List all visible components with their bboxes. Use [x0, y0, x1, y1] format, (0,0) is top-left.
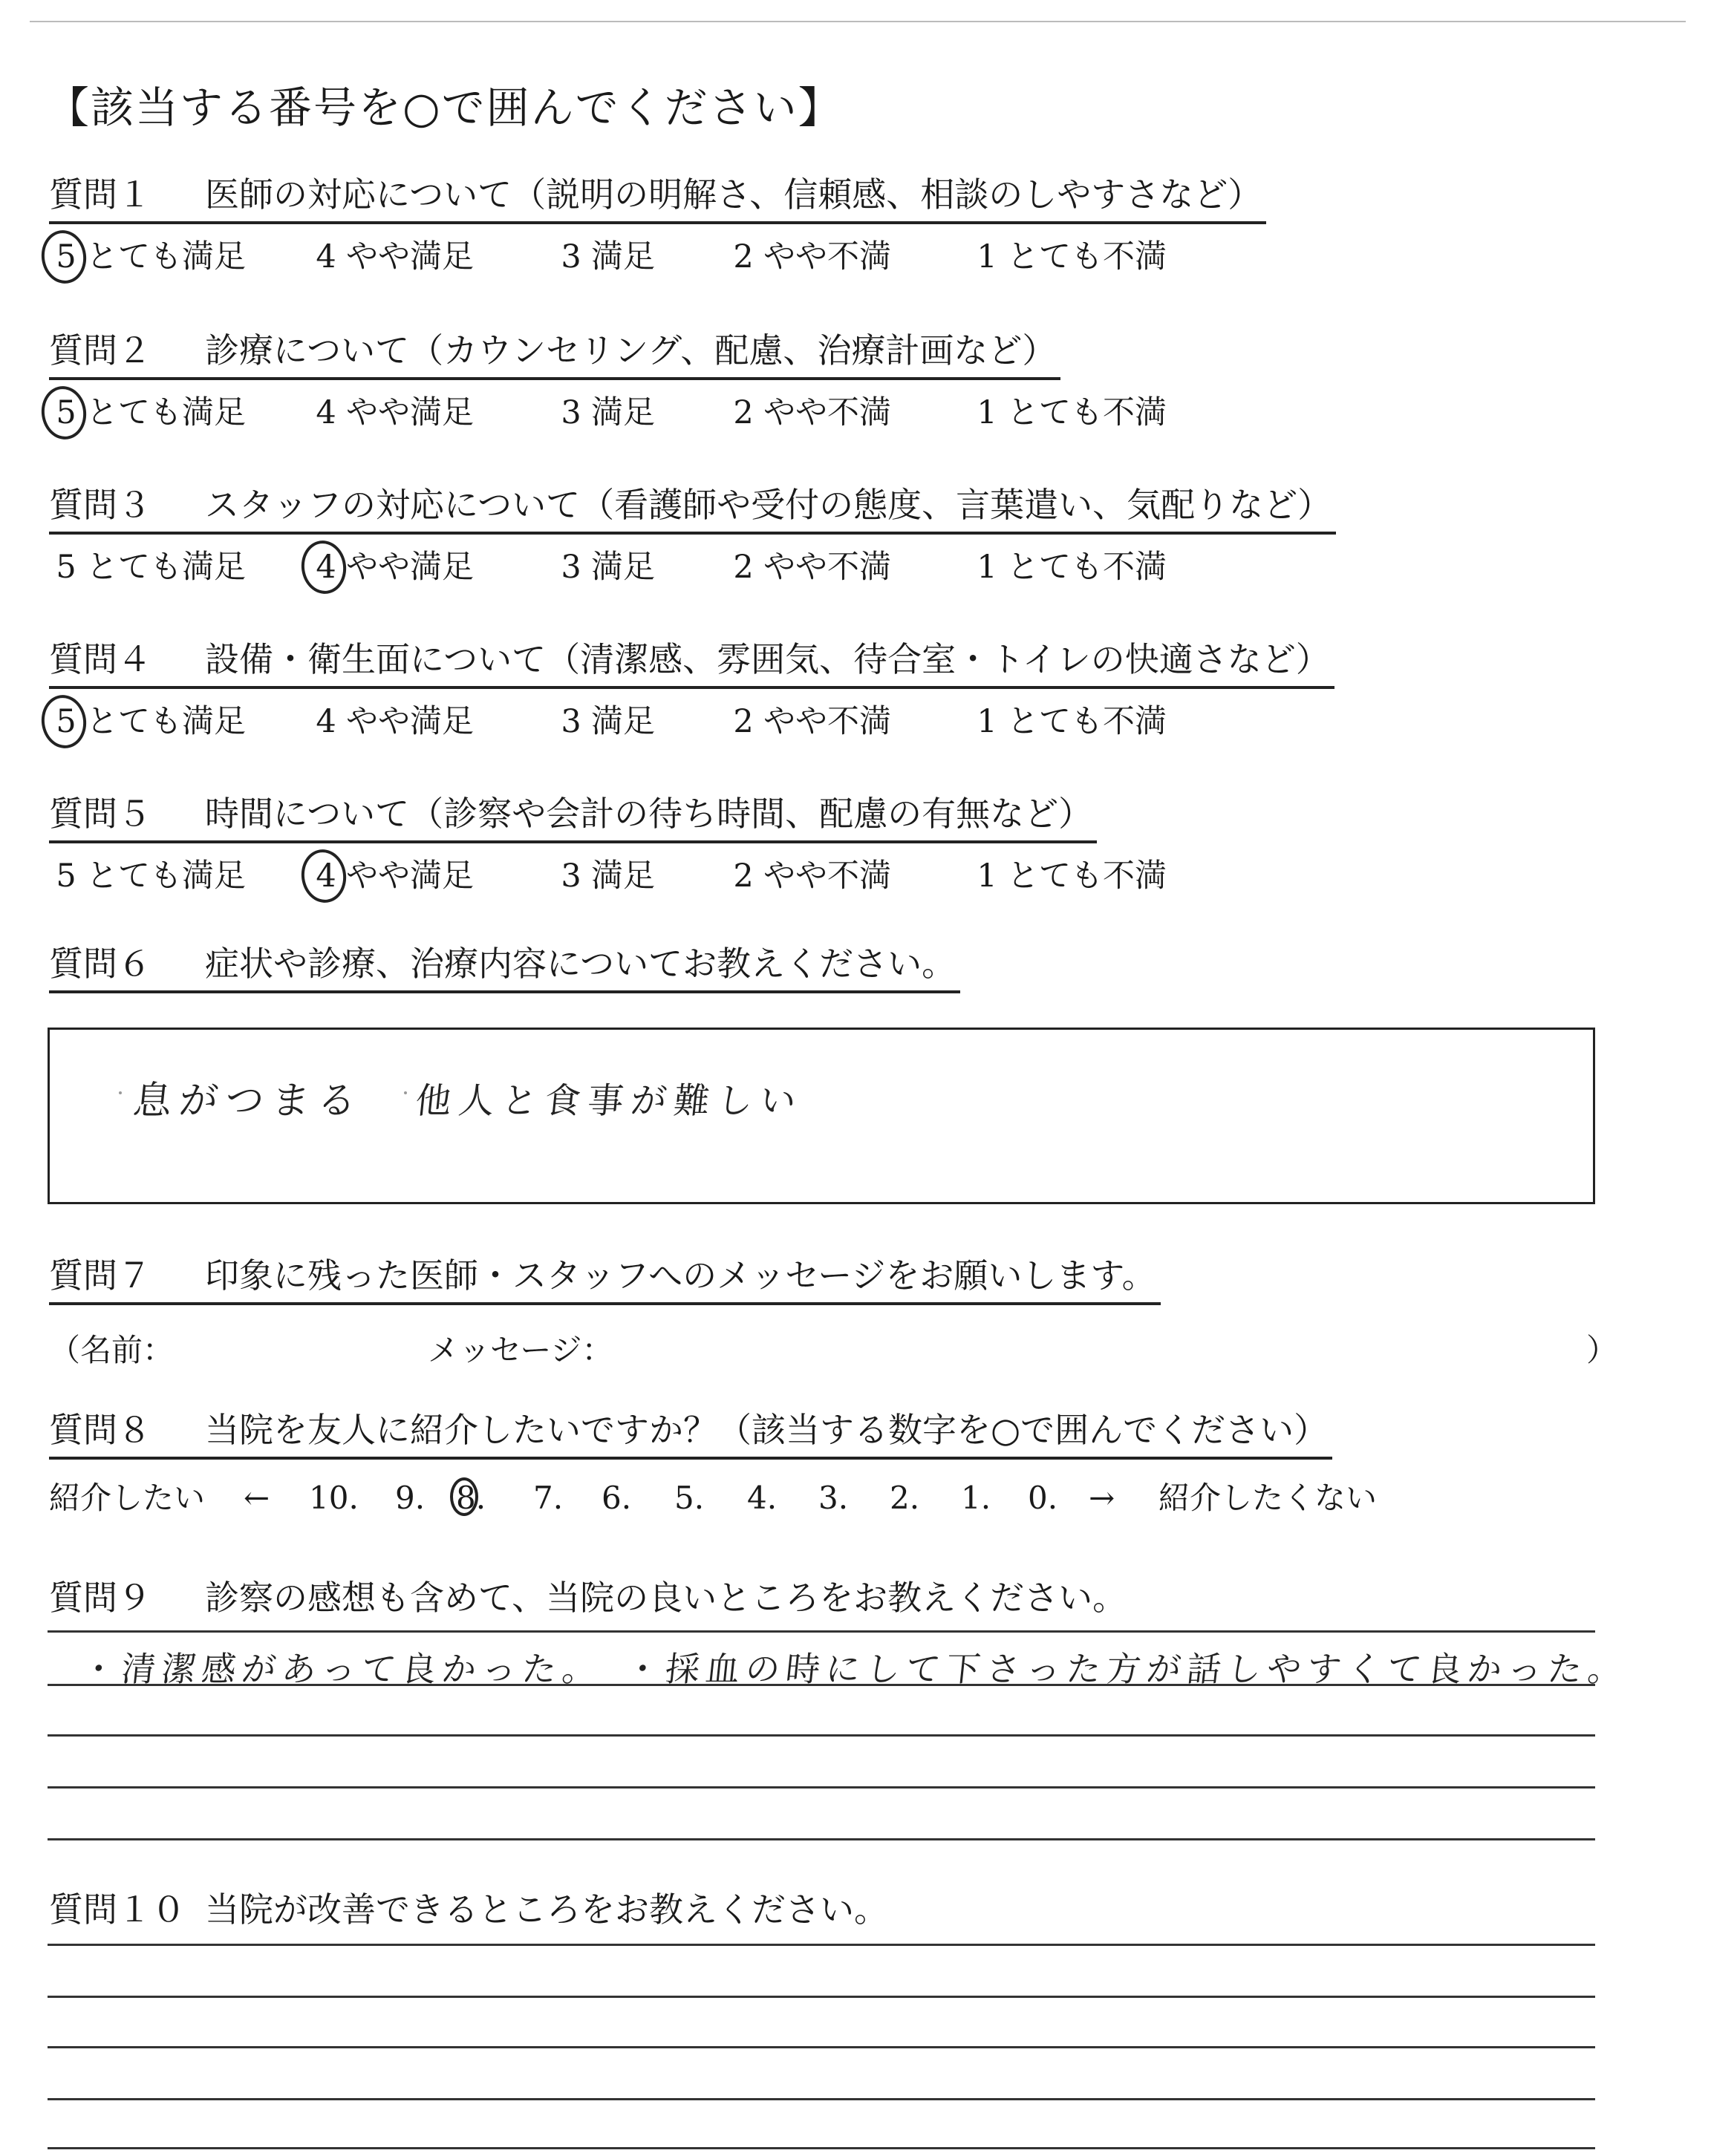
question-2-options [53, 392, 1212, 434]
option-number: 2 [733, 549, 754, 586]
question-1 [49, 174, 1266, 224]
question-2-option-5[interactable] [53, 392, 246, 434]
option-number: 5 [53, 236, 79, 278]
option-number: 1 [977, 703, 997, 740]
question-2-option-3[interactable] [558, 392, 655, 434]
question-7-close-paren: ） [1586, 1332, 1618, 1368]
option-label: とても満足 [86, 703, 246, 740]
option-label: やや満足 [346, 703, 474, 740]
question-10-title [49, 1889, 888, 1930]
option-label: やや満足 [346, 858, 474, 895]
option-number: 2 [733, 703, 754, 740]
question-10-answer-line-1[interactable] [48, 1944, 1595, 1946]
option-label: とても満足 [86, 549, 246, 586]
question-3-option-5[interactable] [53, 546, 246, 588]
option-number: 5 [53, 392, 79, 434]
option-label: とても満足 [86, 858, 246, 895]
option-number: 2 [733, 238, 754, 275]
question-2 [49, 330, 1060, 380]
question-4-option-5[interactable] [53, 701, 246, 742]
question-5-title [49, 793, 1097, 843]
question-1-option-2[interactable] [731, 236, 891, 278]
scan-top-edge [30, 21, 1686, 22]
question-3-text: スタッフの対応について（看護師や受付の態度、言葉遣い、気配りなど） [205, 485, 1332, 525]
question-4-text: 設備・衛生面について（清潔感、雰囲気、待合室・トイレの快適さなど） [205, 639, 1330, 679]
option-label: やや満足 [346, 238, 474, 275]
question-9 [49, 1577, 1127, 1618]
option-label: とても不満 [1007, 394, 1167, 431]
question-8-scale-value[interactable]: 0. [1028, 1480, 1058, 1516]
question-1-text: 医師の対応について（説明の明解さ、信頼感、相談のしやすさなど） [205, 174, 1262, 215]
question-8-right-label: 紹介したくない [1158, 1480, 1378, 1516]
option-number: 3 [561, 394, 581, 431]
question-9-answer-line-3[interactable] [48, 1786, 1595, 1788]
option-number: 1 [977, 238, 997, 275]
question-2-number: 質問２ [49, 330, 151, 370]
question-9-title [49, 1578, 1127, 1618]
option-label: 満足 [591, 394, 655, 431]
question-8-selection-circle [450, 1477, 478, 1516]
question-8-scale-value[interactable]: 4. [747, 1480, 778, 1516]
option-number: 4 [313, 855, 339, 897]
question-5-option-4[interactable] [313, 855, 474, 897]
question-3-option-4[interactable] [313, 546, 474, 588]
question-10-text: 当院が改善できるところをお教えください。 [205, 1889, 888, 1930]
option-number: 3 [561, 703, 581, 740]
option-number: 4 [316, 238, 336, 275]
question-8-scale [49, 1477, 1609, 1519]
option-number: 4 [316, 394, 336, 431]
question-3-number: 質問３ [49, 485, 151, 525]
question-6 [49, 943, 960, 993]
question-1-option-3[interactable] [558, 236, 655, 278]
option-number: 2 [733, 858, 754, 895]
question-8-scale-value[interactable]: 10. [309, 1480, 359, 1516]
question-8-scale-value[interactable]: 7. [533, 1480, 564, 1516]
question-4-option-1[interactable] [974, 701, 1167, 742]
question-5 [49, 793, 1097, 843]
option-number: 4 [316, 703, 336, 740]
question-3-options [53, 546, 1212, 588]
option-label: 満足 [591, 549, 655, 586]
selection-circle [38, 383, 89, 442]
option-number: 1 [977, 394, 997, 431]
question-8-left-label: 紹介したい [49, 1480, 206, 1516]
question-2-title [49, 330, 1060, 380]
option-label: やや満足 [346, 394, 474, 431]
question-3-option-2[interactable] [731, 546, 891, 588]
question-5-text: 時間について（診察や会計の待ち時間、配慮の有無など） [205, 794, 1093, 834]
question-8-right-arrow: → [1089, 1480, 1115, 1516]
question-8-scale-value[interactable]: 8. [456, 1480, 486, 1516]
question-9-handwritten-answer: ・清潔感があって良かった。 ・採血の時にして下さった方が話しやすくて良かった。 [79, 1649, 1631, 1689]
question-8-scale-value[interactable]: 6. [602, 1480, 632, 1516]
question-10-answer-line-3[interactable] [48, 2046, 1595, 2048]
question-5-number: 質問５ [49, 794, 151, 834]
option-label: やや満足 [346, 549, 474, 586]
question-6-handwritten-answer-2: 他人と食事が難しい [413, 1080, 806, 1122]
question-3-option-1[interactable] [974, 546, 1167, 588]
selection-circle [298, 846, 349, 906]
question-2-option-1[interactable] [974, 392, 1167, 434]
question-5-option-5[interactable] [53, 855, 246, 897]
question-1-option-4[interactable] [313, 236, 474, 278]
question-2-text: 診療について（カウンセリング、配慮、治療計画など） [205, 330, 1057, 370]
question-3-title [49, 484, 1336, 535]
option-label: とても不満 [1007, 549, 1167, 586]
question-7-title [49, 1255, 1161, 1305]
option-number: 5 [56, 549, 76, 586]
question-7 [49, 1255, 1161, 1305]
question-4-title [49, 638, 1334, 689]
question-5-option-3[interactable] [558, 855, 655, 897]
option-number: 5 [53, 701, 79, 742]
option-number: 3 [561, 549, 581, 586]
question-8-scale-value[interactable]: 1. [961, 1480, 991, 1516]
selection-circle [38, 692, 89, 751]
option-label: とても満足 [86, 238, 246, 275]
question-8-scale-value[interactable]: 9. [395, 1480, 426, 1516]
question-6-text: 症状や診療、治療内容についてお教えください。 [205, 944, 956, 984]
question-9-answer-line-1[interactable] [48, 1684, 1595, 1686]
question-8-scale-value[interactable]: 3. [818, 1480, 849, 1516]
question-7-name-label: （名前： [49, 1332, 175, 1368]
option-label: 満足 [591, 858, 655, 895]
question-5-option-2[interactable] [731, 855, 891, 897]
question-8-scale-value[interactable]: 2. [890, 1480, 920, 1516]
question-5-options [53, 855, 1212, 897]
selection-circle [298, 538, 349, 597]
option-label: やや不満 [763, 238, 891, 275]
question-6-number: 質問６ [49, 944, 151, 984]
question-6-handwritten-answer-1: 息がつまる [131, 1079, 366, 1123]
question-4-number: 質問４ [49, 639, 151, 679]
question-10-answer-line-5[interactable] [48, 2147, 1595, 2149]
question-1-number: 質問１ [49, 174, 151, 215]
question-1-title [49, 174, 1266, 224]
form-header: 【該当する番号を○で囲んでください】 [46, 82, 843, 133]
option-number: 1 [977, 858, 997, 895]
question-9-answer-line-2[interactable] [48, 1734, 1595, 1737]
question-8 [49, 1409, 1332, 1460]
question-10-answer-line-4[interactable] [48, 2098, 1595, 2100]
question-4-option-3[interactable] [558, 701, 655, 742]
question-1-option-1[interactable] [974, 236, 1167, 278]
question-7-number: 質問７ [49, 1255, 151, 1296]
handwritten-bullet [404, 1091, 407, 1094]
question-1-option-5[interactable] [53, 236, 246, 278]
option-label: とても満足 [86, 394, 246, 431]
question-4 [49, 638, 1334, 689]
question-8-scale-value[interactable]: 5. [674, 1480, 705, 1516]
option-number: 3 [561, 858, 581, 895]
option-label: やや不満 [763, 858, 891, 895]
option-label: 満足 [591, 238, 655, 275]
question-7-message-label: メッセージ： [428, 1332, 613, 1368]
question-2-option-4[interactable] [313, 392, 474, 434]
question-4-options [53, 701, 1212, 742]
question-10-answer-line-2[interactable] [48, 1996, 1595, 1998]
question-1-options [53, 236, 1212, 278]
handwritten-bullet [119, 1091, 122, 1094]
option-label: とても不満 [1007, 238, 1167, 275]
question-8-text: 当院を友人に紹介したいですか？（該当する数字を○で囲んでください） [205, 1410, 1329, 1450]
question-2-option-2[interactable] [731, 392, 891, 434]
question-5-option-1[interactable] [974, 855, 1167, 897]
question-4-option-4[interactable] [313, 701, 474, 742]
option-number: 2 [733, 394, 754, 431]
option-label: とても不満 [1007, 858, 1167, 895]
option-number: 3 [561, 238, 581, 275]
question-8-left-arrow: ← [244, 1480, 270, 1516]
option-label: 満足 [591, 703, 655, 740]
option-label: やや不満 [763, 703, 891, 740]
question-6-title [49, 943, 960, 993]
question-9-answer-line-4[interactable] [48, 1838, 1595, 1840]
option-label: とても不満 [1007, 703, 1167, 740]
question-9-text: 診察の感想も含めて、当院の良いところをお教えください。 [205, 1578, 1127, 1618]
selection-circle [38, 227, 89, 287]
question-10 [49, 1889, 888, 1930]
option-number: 1 [977, 549, 997, 586]
option-label: やや不満 [763, 394, 891, 431]
question-9-number: 質問９ [49, 1578, 151, 1618]
question-8-title [49, 1409, 1332, 1460]
option-number: 4 [313, 546, 339, 588]
question-3-option-3[interactable] [558, 546, 655, 588]
question-4-option-2[interactable] [731, 701, 891, 742]
question-3 [49, 484, 1336, 535]
option-label: やや不満 [763, 549, 891, 586]
question-7-text: 印象に残った医師・スタッフへのメッセージをお願いします。 [205, 1255, 1156, 1296]
question-10-number: 質問１０ [49, 1889, 186, 1930]
question-8-number: 質問８ [49, 1410, 151, 1450]
question-9-rule [48, 1630, 1595, 1633]
option-number: 5 [56, 858, 76, 895]
